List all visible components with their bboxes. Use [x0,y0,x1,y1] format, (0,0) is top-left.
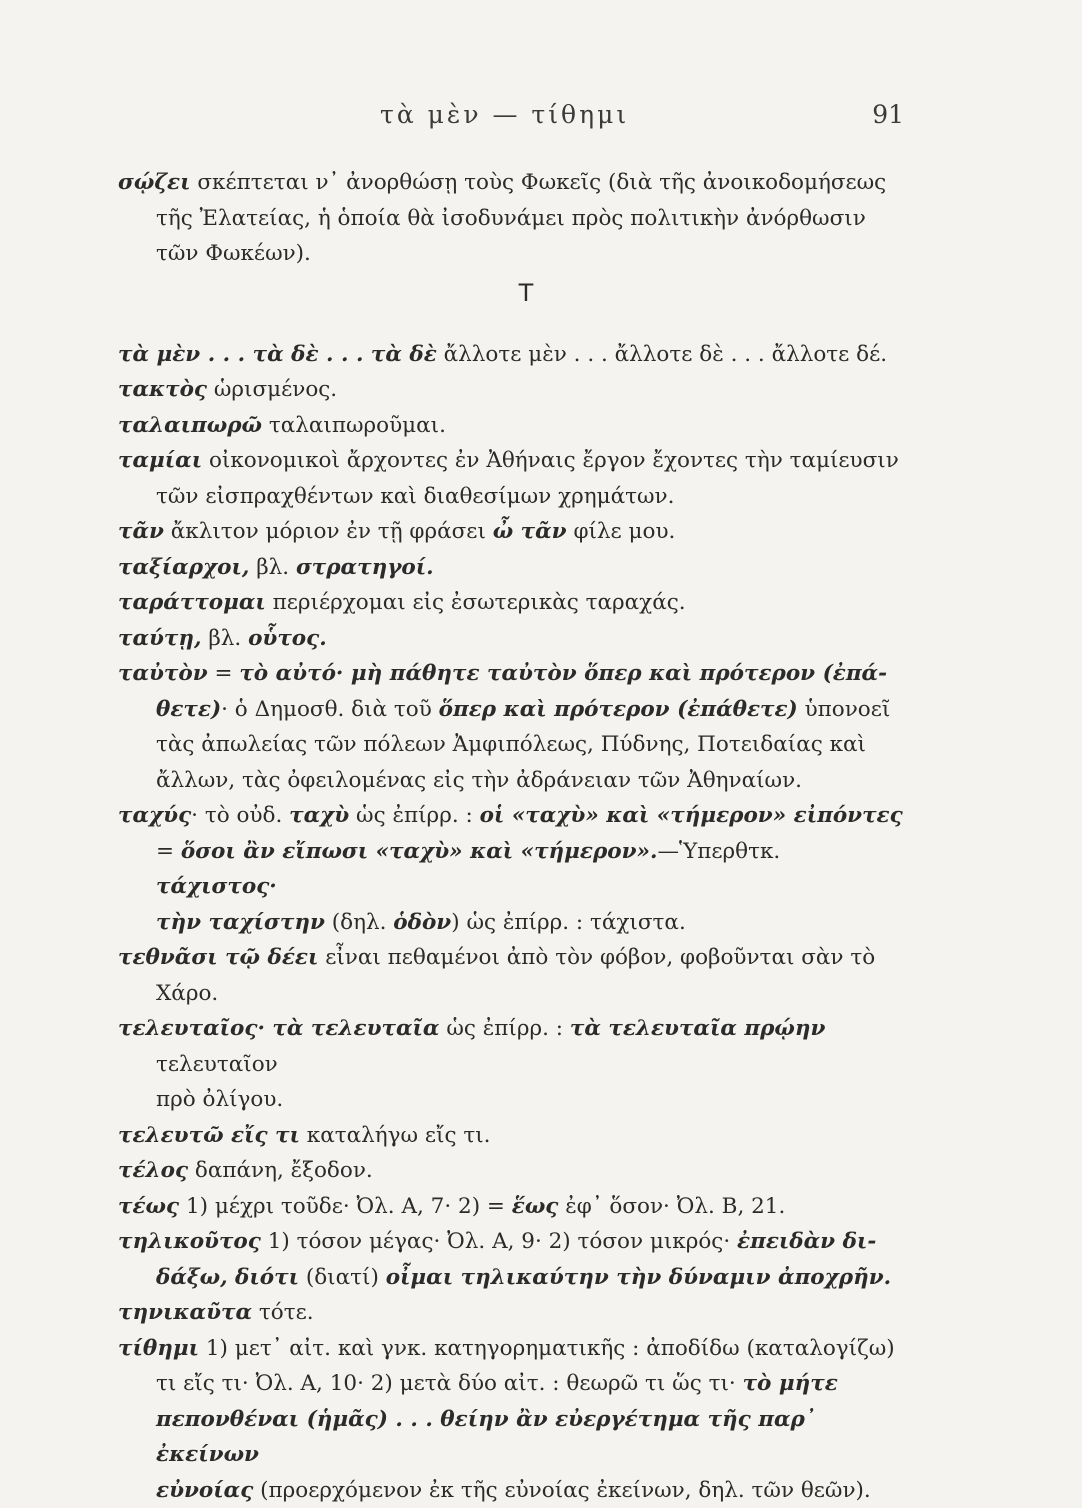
entry-headline [118,1011,904,1082]
entry-tamiai [118,443,904,514]
entry-continuation [118,236,904,272]
definition-text: ἄλλοτε μὲν . . . ἄλλοτε δὲ . . . ἄλλοτε δέ. [437,342,887,367]
definition-text: περιέρχομαι εἰς ἐσωτερικὰς ταραχάς. [266,590,686,615]
entry-continuation [118,763,904,799]
lemma-text: τίθημι [118,1336,199,1361]
entry-continuation [118,1260,904,1296]
definition-text: καταλήγω εἴς τι. [300,1123,491,1148]
definition-text: πρὸ ὀλίγου. [156,1087,283,1112]
entry-headline [118,514,904,550]
entry-teos [118,1189,904,1225]
entry-headline [118,337,904,373]
lemma-text: ταξίαρχοι, [118,555,249,580]
definition-text: 1) μετ᾽ αἰτ. καὶ γνκ. κατηγορηματικῆς : ἀποδίδω (καταλογίζω) [199,1336,895,1361]
lemma-text: τὴν ταχίστην [156,910,325,935]
entry-headline [118,1153,904,1189]
lemma-text: ταχὺ [289,803,349,828]
entry-headline [118,798,904,834]
definition-text: τότε. [252,1300,314,1325]
lemma-text: στρατηγοί. [296,555,434,580]
entries-block-s [118,165,904,272]
lemma-text: τὸ μήτε [743,1371,838,1396]
definition-text: ὡς ἐπίρρ. : [439,1016,569,1041]
lemma-text: ταράττομαι [118,590,266,615]
lemma-text: ταλαιπωρῶ [118,413,262,438]
entry-headline [118,1295,904,1331]
definition-text: τι εἴς τι· Ὀλ. Α, 10· 2) μετὰ δύο αἰτ. : θεωρῶ τι ὥς τι· [156,1371,743,1396]
entry-headline [118,1224,904,1260]
lemma-text: τάχιστος· [156,874,277,899]
lemma-text: τέως [118,1194,179,1219]
lemma-text: τεθνᾶσι τῷ δέει [118,945,318,970]
definition-text: = [208,661,240,686]
definition-text: · ὁ Δημοσθ. διὰ τοῦ [221,697,439,722]
definition-text: τὰς ἀπωλείας τῶν πόλεων Ἀμφιπόλεως, Πύδνης, Ποτειδαίας καὶ [156,732,866,757]
definition-text: δαπάνη, ἔξοδον. [188,1158,373,1183]
entries-block-t [118,337,904,1508]
entry-headline [118,550,904,586]
definition-text: —Ὑπερθτκ. [657,839,780,864]
entry-headline [118,443,904,479]
lemma-text: ὁδὸν [393,910,451,935]
entry-headline [118,1118,904,1154]
definition-text: ) ὡς ἐπίρρ. : τάχιστα. [451,910,686,935]
entry-tauton [118,656,904,798]
definition-text: τῆς Ἐλατείας, ἡ ὁποία θὰ ἰσοδυνάμει πρὸς πολιτικὴν ἀνόρθωσιν [156,206,866,231]
entry-sozei [118,165,904,272]
entry-continuation [118,479,904,515]
lemma-text: τηνικαῦτα [118,1300,252,1325]
entry-telos [118,1153,904,1189]
definition-text: · τὸ οὐδ. [191,803,289,828]
entry-continuation [118,1082,904,1118]
lemma-text: δάξω, διότι [156,1265,299,1290]
definition-text: (προερχόμενον ἐκ τῆς εὐνοίας ἐκείνων, δηλ. τῶν θεῶν). [253,1478,870,1503]
lemma-text: σῴζει [118,170,191,195]
definition-text: τῶν εἰσπραχθέντων καὶ διαθεσίμων χρημάτων. [156,484,674,509]
entry-tinikauta [118,1295,904,1331]
entry-taute [118,621,904,657]
lemma-text: εὐνοίας [156,1478,253,1503]
entry-continuation [118,905,904,941]
definition-text: ὑπονοεῖ [798,697,891,722]
definition-text: ὡρισμένος. [207,377,337,402]
entry-headline [118,1331,904,1367]
definition-text: βλ. [249,555,296,580]
entry-tithemi [118,1331,904,1508]
entry-headline [118,585,904,621]
lemma-text: ὅπερ καὶ πρότερον (ἐπάθετε) [439,697,798,722]
definition-text: ταλαιπωροῦμαι. [262,413,446,438]
definition-text: βλ. [202,626,249,651]
lemma-text: ὦ τᾶν [493,519,567,544]
lemma-text: τακτὸς [118,377,207,402]
definition-text: 1) μέχρι τοῦδε· Ὀλ. Α, 7· 2) = [179,1194,512,1219]
lemma-text: οἱ «ταχὺ» καὶ «τήμερον» εἰπόντες [480,803,903,828]
entry-headline [118,165,904,201]
page-header [0,100,1082,140]
definition-text: 1) τόσον μέγας· Ὀλ. Α, 9· 2) τόσον μικρός· [261,1229,737,1254]
lemma-text: τελευταῖος· τὰ τελευταῖα [118,1016,439,1041]
definition-text: εἶναι πεθαμένοι ἀπὸ τὸν φόβον, φοβοῦνται σὰν τὸ [318,945,875,970]
entry-continuation [118,727,904,763]
lemma-text: πεπονθέναι (ἡμᾶς) . . . θείην ἂν εὐεργέτημα τῆς παρ᾽ ἐκείνων [156,1407,816,1468]
running-title: τὰ μὲν — τίθημι [380,100,629,129]
entry-headline [118,940,904,976]
lemma-text: ἐπειδὰν δι- [737,1229,876,1254]
entry-continuation [118,1473,904,1508]
lemma-text: τὰ μὲν . . . τὰ δὲ . . . τὰ δὲ [118,342,437,367]
entry-teleutaios [118,1011,904,1118]
page-body [118,165,904,1508]
definition-text: σκέπτεται ν᾽ ἀνορθώσῃ τοὺς Φωκεῖς (διὰ τῆς ἀνοικοδομήσεως [191,170,887,195]
definition-text: τελευταῖον [156,1052,278,1077]
entry-headline [118,408,904,444]
entry-tilikoutos [118,1224,904,1295]
entry-continuation [118,834,904,905]
entry-continuation [118,976,904,1012]
lemma-text: τὸ αὐτό· μὴ πάθητε ταὐτὸν ὅπερ καὶ πρότερον (ἐπά- [239,661,887,686]
page-number: 91 [872,100,904,129]
entry-tethnasi [118,940,904,1011]
lemma-text: ταμίαι [118,448,202,473]
entry-headline [118,656,904,692]
entry-tachys [118,798,904,940]
entry-taxiarchoi [118,550,904,586]
lemma-text: ὅσοι ἂν εἴπωσι «ταχὺ» καὶ «τήμερον». [181,839,658,864]
entry-continuation [118,1366,904,1402]
lemma-text: τελευτῶ εἴς τι [118,1123,300,1148]
entry-continuation [118,201,904,237]
definition-text: ἄλλων, τὰς ὀφειλομένας εἰς τὴν ἀδράνειαν τῶν Ἀθηναίων. [156,768,802,793]
lemma-text: οἶμαι τηλικαύτην τὴν δύναμιν ἀποχρῆν. [386,1265,891,1290]
entry-tan [118,514,904,550]
definition-text: φίλε μου. [567,519,676,544]
lemma-text: τηλικοῦτος [118,1229,261,1254]
lemma-text: ταχύς [118,803,191,828]
definition-text: (διατί) [299,1265,386,1290]
entry-teleuto [118,1118,904,1154]
entry-headline [118,372,904,408]
entry-taktos [118,372,904,408]
entry-headline [118,621,904,657]
definition-text: = [156,839,181,864]
definition-text: τῶν Φωκέων). [156,241,311,266]
lemma-text: τὰ τελευταῖα πρῴην [570,1016,826,1041]
lemma-text: οὗτος. [248,626,327,651]
lemma-text: τᾶν [118,519,164,544]
entry-talaiporo [118,408,904,444]
definition-text: Χάρο. [156,981,218,1006]
entry-tarattomai [118,585,904,621]
entry-ta-men [118,337,904,373]
section-letter: T [118,276,904,311]
entry-headline [118,1189,904,1225]
entry-continuation [118,1402,904,1473]
definition-text: (δηλ. [325,910,393,935]
lemma-text: ἕως [512,1194,559,1219]
entry-continuation [118,692,904,728]
lemma-text: ταύτῃ, [118,626,202,651]
definition-text: ὡς ἐπίρρ. : [349,803,479,828]
definition-text: ἐφ᾽ ὅσον· Ὀλ. Β, 21. [558,1194,785,1219]
lemma-text: τέλος [118,1158,188,1183]
lemma-text: ταὐτὸν [118,661,208,686]
definition-text: ἄκλιτον μόριον ἐν τῇ φράσει [164,519,493,544]
definition-text: οἰκονομικοὶ ἄρχοντες ἐν Ἀθήναις ἔργον ἔχοντες τὴν ταμίευσιν [202,448,899,473]
lemma-text: θετε) [156,697,221,722]
